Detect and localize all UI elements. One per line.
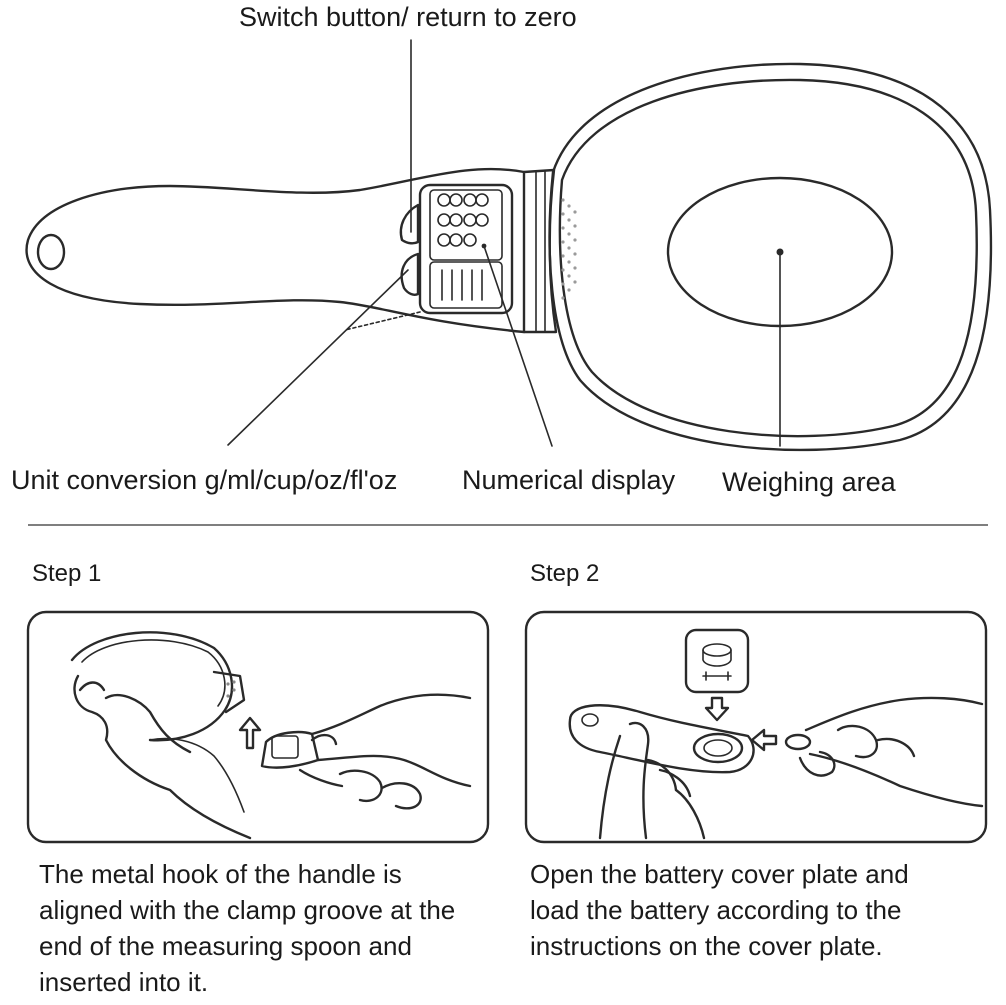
display-leader bbox=[484, 246, 552, 446]
callout-numerical-display: Numerical display bbox=[462, 465, 676, 495]
callout-unit-conversion: Unit conversion g/ml/cup/oz/fl'oz bbox=[11, 465, 398, 495]
handle-hole bbox=[38, 235, 64, 269]
step2-title: Step 2 bbox=[530, 560, 600, 587]
step1-caption-line: The metal hook of the handle is bbox=[39, 859, 402, 889]
spoon-bowl-inner bbox=[560, 80, 977, 436]
step1-caption-line: end of the measuring spoon and bbox=[39, 931, 412, 961]
unit-leader bbox=[228, 270, 408, 445]
switch-button[interactable] bbox=[401, 205, 418, 243]
callout-weighing-area: Weighing area bbox=[722, 467, 896, 497]
step2-panel bbox=[526, 612, 986, 842]
step1-illustration bbox=[72, 632, 470, 838]
collar-perforation bbox=[561, 198, 576, 299]
spoon-collar bbox=[524, 170, 556, 332]
step1-caption bbox=[39, 856, 455, 1000]
step2-caption-line: instructions on the cover plate. bbox=[530, 931, 883, 961]
callout-switch-button: Switch button/ return to zero bbox=[239, 2, 577, 32]
step1-title: Step 1 bbox=[32, 560, 102, 587]
step1-caption-line: inserted into it. bbox=[39, 967, 209, 997]
step2-caption-line: Open the battery cover plate and bbox=[530, 859, 909, 889]
step1-caption-line: aligned with the clamp groove at the bbox=[39, 895, 456, 925]
lcd-digits bbox=[438, 194, 488, 246]
step2-caption bbox=[530, 856, 909, 964]
step2-caption-line: load the battery according to the bbox=[530, 895, 902, 925]
step2-illustration bbox=[570, 630, 982, 838]
